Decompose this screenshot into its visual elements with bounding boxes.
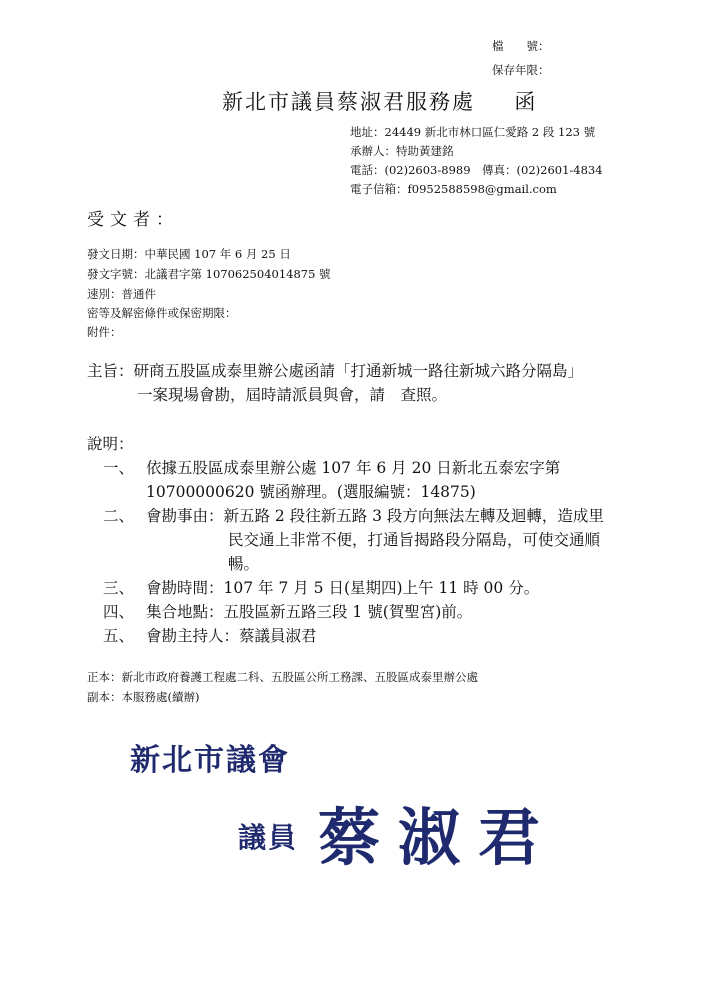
council-stamp: 新北市議會 <box>130 743 290 778</box>
item-text: 暢。 <box>228 555 260 573</box>
explanation-label: 說明： <box>87 435 134 453</box>
handler: 承辦人：特助黃建銘 <box>350 144 454 158</box>
councilor-signature: 蔡淑君 <box>318 801 559 874</box>
item-text: 依據五股區成泰里辦公處 107 年 6 月 20 日新北五泰宏字第 <box>146 459 561 477</box>
item-text: 會勘事由：新五路 2 段往新五路 3 段方向無法左轉及迴轉，造成里 <box>146 507 604 525</box>
item-number: 五、 <box>103 627 135 645</box>
item-text: 集合地點：五股區新五路三段 1 號(賀聖宮)前。 <box>146 603 473 621</box>
item-text: 10700000620 號函辦理。(選服編號：14875) <box>146 483 476 501</box>
secrecy-level: 密等及解密條件或保密期限： <box>87 306 237 320</box>
attachment-label: 附件： <box>87 325 122 339</box>
councilor-title-stamp: 議員 <box>238 821 299 854</box>
email: 電子信箱：f0952588598@gmail.com <box>350 182 557 196</box>
document-title <box>222 86 537 116</box>
reference-number: 發文字號：北議君字第 107062504014875 號 <box>87 267 331 281</box>
phone-fax: 電話：(02)2603-8989 傳真：(02)2601-4834 <box>350 163 603 177</box>
issue-date: 發文日期：中華民國 107 年 6 月 25 日 <box>87 247 291 261</box>
delivery-speed: 速別：普通件 <box>87 287 156 301</box>
item-text: 民交通上非常不便，打通旨揭路段分隔島，可使交通順 <box>228 531 601 549</box>
item-number: 一、 <box>103 459 135 477</box>
subject-line-1: 主旨：研商五股區成泰里辦公處函請「打通新城一路往新城六路分隔島」 <box>87 362 584 380</box>
subject-line-2: 一案現場會勘，屆時請派員與會，請 查照。 <box>137 386 448 404</box>
file-number-label: 檔 號： <box>492 39 550 53</box>
original-recipients: 正本：新北市政府養護工程處二科、五股區公所工務課、五股區成泰里辦公處 <box>87 670 478 684</box>
office-address: 地址：24449 新北市林口區仁愛路 2 段 123 號 <box>350 125 596 139</box>
item-text: 會勘時間：107 年 7 月 5 日(星期四)上午 11 時 00 分。 <box>146 579 540 597</box>
copy-recipients: 副本：本服務處(續辦) <box>87 690 200 704</box>
item-number: 四、 <box>103 603 135 621</box>
issuing-office: 新北市議員蔡淑君服務處 <box>222 90 475 114</box>
retention-period-label: 保存年限： <box>492 63 550 77</box>
document-type: 函 <box>514 90 538 114</box>
item-number: 二、 <box>103 507 135 525</box>
recipient-label: 受文者： <box>87 210 179 230</box>
item-text: 會勘主持人：蔡議員淑君 <box>146 627 317 645</box>
item-number: 三、 <box>103 579 135 597</box>
